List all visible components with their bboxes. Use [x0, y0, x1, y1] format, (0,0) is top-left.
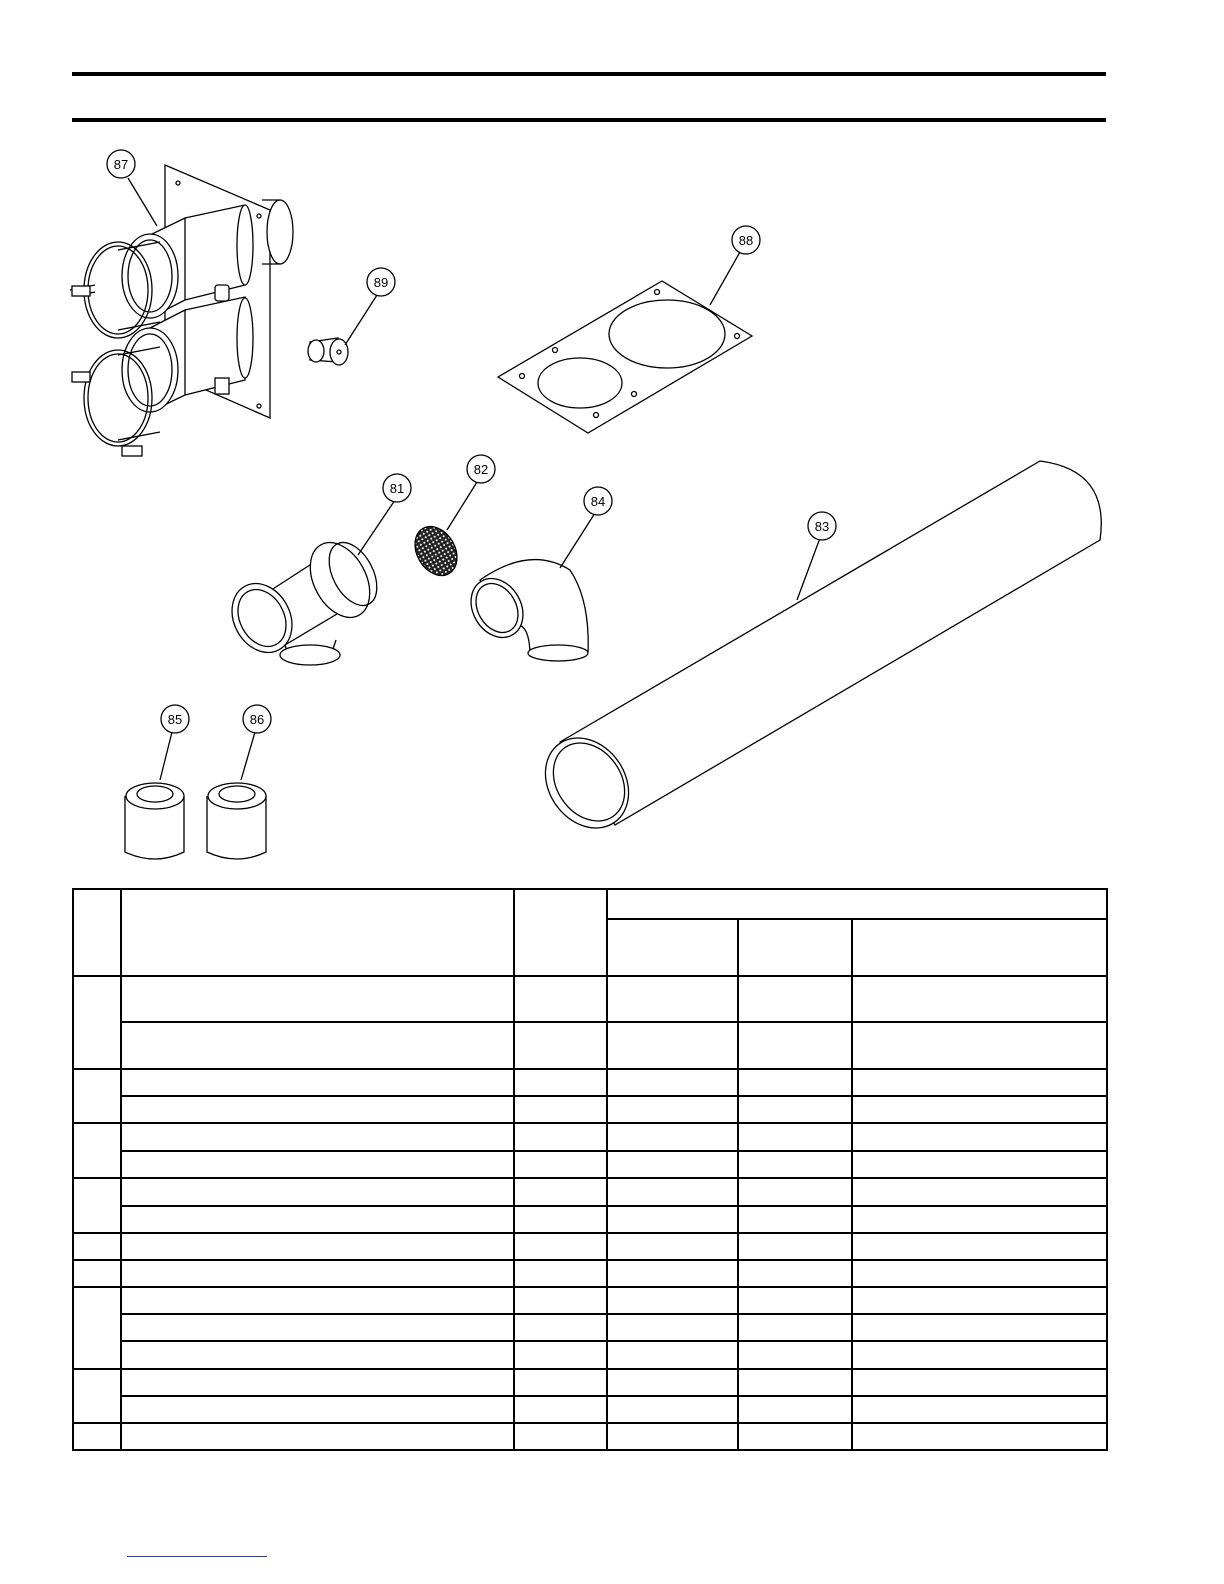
- callout-85: [161, 705, 189, 733]
- item-number-cell: [73, 1260, 121, 1287]
- table-row: [73, 1096, 1107, 1123]
- table-row: [73, 1260, 1107, 1287]
- subheader-cell: [738, 919, 852, 976]
- callout-83: [808, 512, 836, 540]
- callout-89: [367, 268, 395, 296]
- table-row: [73, 1233, 1107, 1260]
- table-row: [73, 1423, 1107, 1450]
- item-number-cell: [73, 1287, 121, 1369]
- header-item-cell: [73, 889, 121, 976]
- header-group-cell: [607, 889, 1107, 919]
- table-row: [73, 1069, 1107, 1096]
- header-rule-top: [72, 72, 1106, 76]
- part-82-screen: [407, 519, 466, 583]
- subheader-cell: [852, 919, 1107, 976]
- table-row: [73, 1287, 1107, 1314]
- svg-text:89: 89: [373, 275, 389, 290]
- item-number-cell: [73, 1233, 121, 1260]
- part-87-vent-adapter: [70, 165, 293, 456]
- callout-87: [107, 150, 135, 178]
- table-row: [73, 1022, 1107, 1069]
- callout-88: [732, 226, 760, 254]
- part-88-gasket: [498, 281, 752, 433]
- table-row: [73, 1178, 1107, 1206]
- svg-text:87: 87: [113, 157, 129, 172]
- table-row: [73, 1151, 1107, 1178]
- table-row: [73, 1123, 1107, 1151]
- item-number-cell: [73, 1123, 121, 1178]
- callout-84: [584, 487, 612, 515]
- header-description-cell: [121, 889, 514, 976]
- table-header-row: [73, 889, 1107, 919]
- part-84-elbow: [461, 560, 588, 661]
- table-row: [73, 976, 1107, 1022]
- table-row: [73, 1396, 1107, 1423]
- svg-text:84: 84: [590, 494, 606, 509]
- table-row: [73, 1369, 1107, 1396]
- part-81-tee: [220, 532, 386, 665]
- footer-link-underline[interactable]: [127, 1556, 267, 1557]
- subheader-cell: [607, 919, 738, 976]
- svg-text:82: 82: [473, 462, 489, 477]
- parts-list-table: [72, 888, 1108, 1451]
- item-number-cell: [73, 976, 121, 1069]
- header-rule-bottom: [72, 118, 1106, 122]
- item-number-cell: [73, 1069, 121, 1123]
- part-85-cap: [125, 783, 184, 859]
- callout-81: [383, 474, 411, 502]
- svg-text:81: 81: [389, 481, 405, 496]
- part-89-plug: [308, 338, 348, 365]
- part-86-cap: [207, 783, 266, 859]
- table-row: [73, 1314, 1107, 1341]
- table-row: [73, 1341, 1107, 1369]
- callout-82: [467, 455, 495, 483]
- table-row: [73, 1206, 1107, 1233]
- svg-text:83: 83: [814, 519, 830, 534]
- item-number-cell: [73, 1178, 121, 1233]
- parts-exploded-diagram: [0, 130, 1224, 880]
- svg-text:85: 85: [167, 712, 183, 727]
- header-qty-cell: [514, 889, 607, 976]
- item-number-cell: [73, 1369, 121, 1423]
- callout-86: [243, 705, 271, 733]
- svg-text:88: 88: [738, 233, 754, 248]
- item-number-cell: [73, 1423, 121, 1450]
- svg-text:86: 86: [249, 712, 265, 727]
